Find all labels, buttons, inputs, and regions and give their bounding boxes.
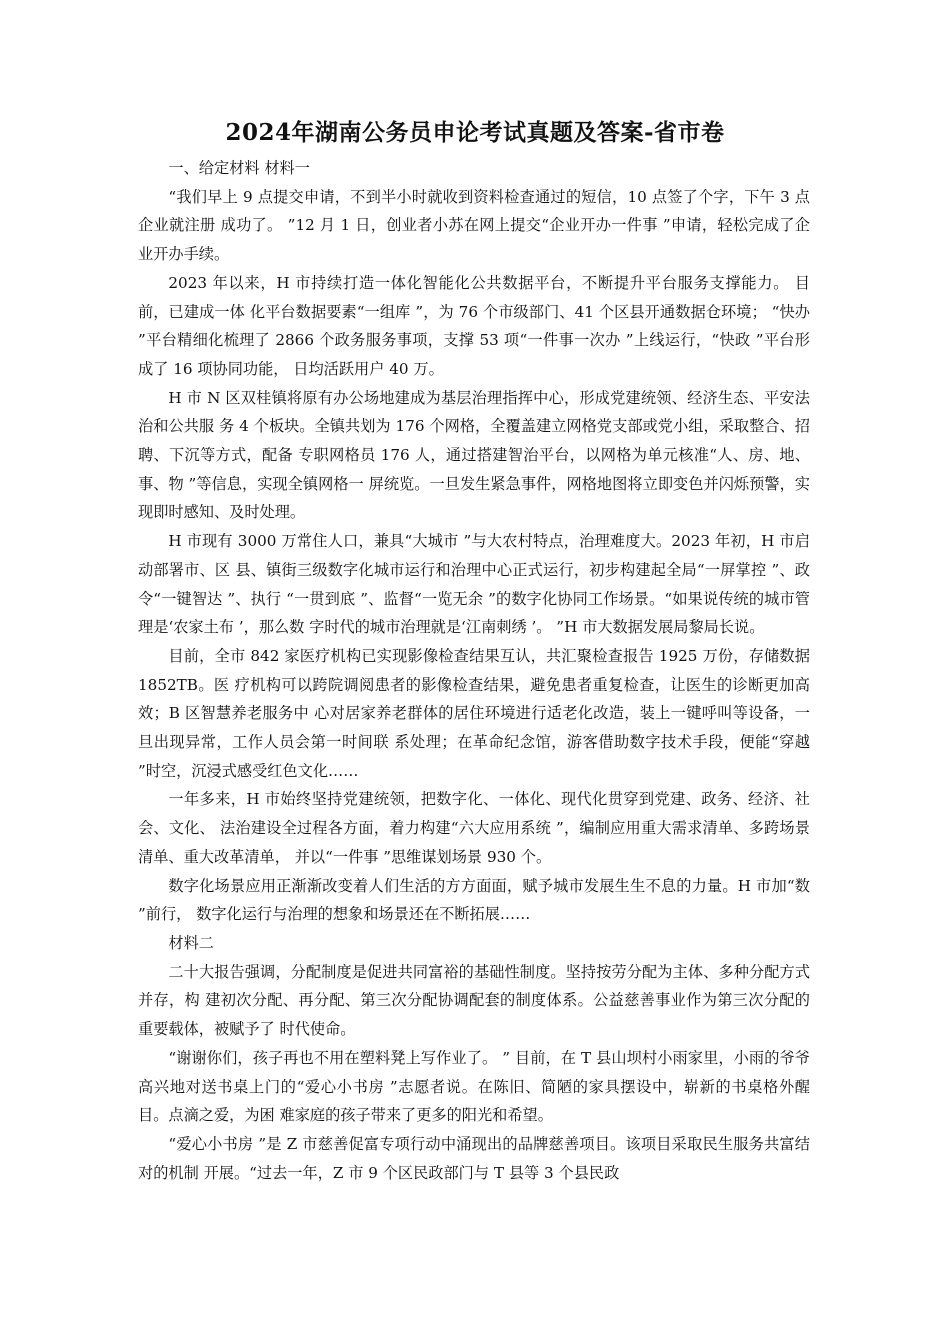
paragraph: 2023 年以来，H 市持续打造一体化智能化公共数据平台，不断提升平台服务支撑能力。 目前，已建成一体 化平台数据要素“一组库 ”，为 76 个市级部门、41 个区县开通数据仓环境； “快办 ”平台精细化梳理了 2866 个政务服务事项，支撑 53 项“一件事一次办 ”上线运行，“快政 ”平台形成了 16 项协同功能， 日均活跃用户 40 万。 <box>138 273 810 378</box>
paragraph: “谢谢你们，孩子再也不用在塑料凳上写作业了。 ” 目前，在 T 县山坝村小雨家里，小雨的爷爷高兴地对送书桌上门的“爱心小书房 ”志愿者说。在陈旧、简陋的家具摆设中，崭新的书桌格外醒目。点滴之爱，为困 难家庭的孩子带来了更多的阳光和希望。 <box>138 1048 810 1125</box>
paragraph: “爱心小书房 ”是 Z 市慈善促富专项行动中涌现出的品牌慈善项目。该项目采取民生服务共富结对的机制 开展。“过去一年，Z 市 9 个区民政部门与 T 县等 3 个县民政 <box>138 1134 810 1182</box>
document-title: 2024年湖南公务员申论考试真题及答案-省市卷 <box>225 119 725 146</box>
paragraph: “我们早上 9 点提交申请，不到半小时就收到资料检查通过的短信，10 点签了个字，下午 3 点企业就注册 成功了。 ”12 月 1 日，创业者小苏在网上提交“企业开办一件事 ”申请，轻松完成了企业开办手续。 <box>138 187 810 264</box>
paragraph: 目前，全市 842 家医疗机构已实现影像检查结果互认，共汇聚检查报告 1925 万份，存储数据 1852TB。医 疗机构可以跨院调阅患者的影像检查结果，避免患者重复检查，让医生的诊断更加高效；B 区智慧养老服务中 心对居家养老群体的居住环境进行适老化改造，装上一键呼叫等设备，一旦出现异常，工作人员会第一时间联 系处理；在革命纪念馆，游客借助数字技术手段，便能“穿越 ”时空，沉浸式感受红色文化…… <box>138 646 810 780</box>
paragraph: 数字化场景应用正渐渐改变着人们生活的方方面面，赋予城市发展生生不息的力量。H 市加“数 ”前行， 数字化运行与治理的想象和场景还在不断拓展…… <box>138 876 810 924</box>
section-heading-material-2: 材料二 <box>168 933 214 952</box>
paragraph: 一年多来，H 市始终坚持党建统领，把数字化、一体化、现代化贯穿到党建、政务、经济、社会、文化、 法治建设全过程各方面，着力构建“六大应用系统 ”，编制应用重大需求清单、多跨场景清单、重大改革清单， 并以“一件事 ”思维谋划场景 930 个。 <box>138 790 810 866</box>
section-heading-material-1: 一、给定材料 材料一 <box>168 159 310 177</box>
document-body <box>138 154 810 1187</box>
paragraph: 二十大报告强调，分配制度是促进共同富裕的基础性制度。坚持按劳分配为主体、多种分配方式并存，构 建初次分配、再分配、第三次分配协调配套的制度体系。公益慈善事业作为第三次分配的重要载体，被赋予了 时代使命。 <box>138 962 810 1039</box>
paragraph: H 市现有 3000 万常住人口，兼具“大城市 ”与大农村特点，治理难度大。2023 年初，H 市启动部署市、区 县、镇街三级数字化城市运行和治理中心正式运行，初步构建起全局“一屏掌控 ”、政令“一键智达 ”、执行 “一贯到底 ”、监督“一览无余 ”的数字化协同工作场景。“如果说传统的城市管理是‘农家土布 ’，那么数 字时代的城市治理就是‘江南刺绣 ’。 ”H 市大数据发展局黎局长说。 <box>138 532 810 637</box>
paragraph: H 市 N 区双桂镇将原有办公场地建成为基层治理指挥中心，形成党建统领、经济生态、平安法治和公共服 务 4 个板块。全镇共划为 176 个网格，全覆盖建立网格党支部或党小组，采取整合、招聘、下沉等方式，配备 专职网格员 176 人，通过搭建智治平台，以网格为单元核准“人、房、地、事、物 ”等信息，实现全镇网格一 屏统览。一旦发生紧急事件，网格地图将立即变色并闪烁预警，实现即时感知、及时处理。 <box>138 388 810 522</box>
